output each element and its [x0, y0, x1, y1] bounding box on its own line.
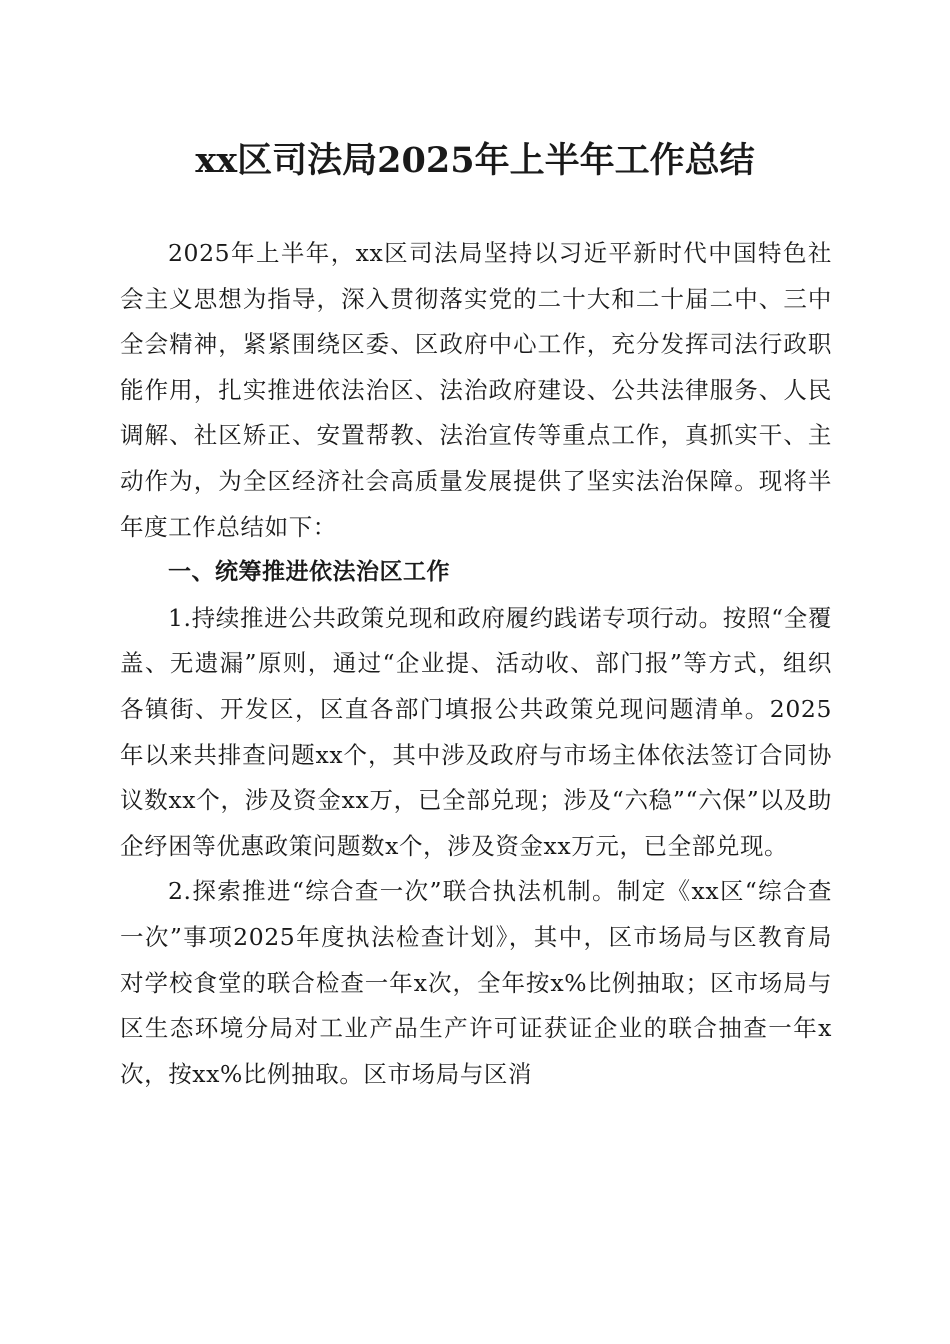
section-1-heading: 一、统筹推进依法治区工作 — [168, 559, 450, 586]
document-title: xx区司法局2025年上半年工作总结 — [195, 140, 755, 181]
section-1-item-2: 2.探索推进“综合查一次”联合执法机制。制定《xx区“综合查一次”事项2025年度执法检查计划》，其中，区市场局与区教育局对学校食堂的联合检查一年x次，全年按x%比例抽取；区市场局与区生态环境分局对工业产品生产许可证获证企业的联合抽查一年x次，按xx%比例抽取。区市场局与区消 — [120, 877, 832, 1088]
section-1-item-1: 1.持续推进公共政策兑现和政府履约践诺专项行动。按照“全覆盖、无遗漏”原则，通过“企业提、活动收、部门报”等方式，组织各镇街、开发区，区直各部门填报公共政策兑现问题清单。2025年以来共排查问题xx个，其中涉及政府与市场主体依法签订合同协议数xx个，涉及资金xx万，已全部兑现；涉及“六稳”“六保”以及助企纾困等优惠政策问题数x个，涉及资金xx万元，已全部兑现。 — [120, 603, 832, 860]
document-body — [120, 231, 832, 1097]
intro-paragraph: 2025年上半年，xx区司法局坚持以习近平新时代中国特色社会主义思想为指导，深入贯彻落实党的二十大和二十届二中、三中全会精神，紧紧围绕区委、区政府中心工作，充分发挥司法行政职能作用，扎实推进依法治区、法治政府建设、公共法律服务、人民调解、社区矫正、安置帮教、法治宣传等重点工作，真抓实干、主动作为，为全区经济社会高质量发展提供了坚实法治保障。现将半年度工作总结如下： — [120, 239, 832, 541]
